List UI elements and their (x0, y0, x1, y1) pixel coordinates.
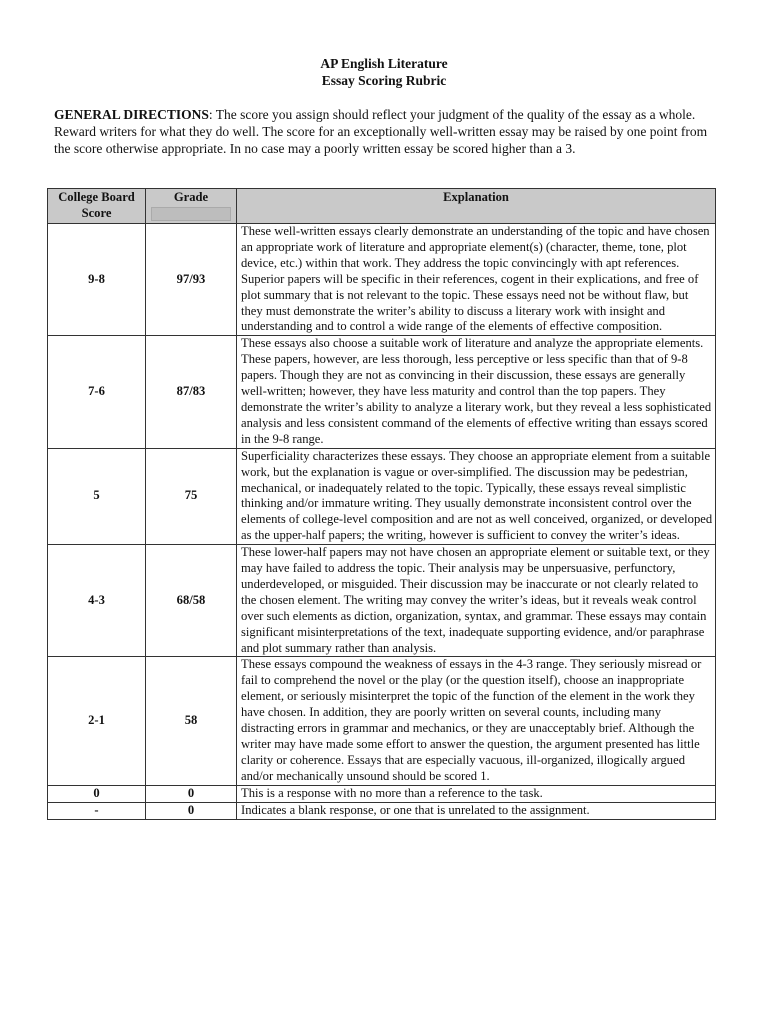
table-row (48, 336, 716, 448)
explanation-cell: Superficiality characterizes these essays. They choose an appropriate element from a suitable work, but the explanation is vague or over-simplified. The discussion may be pedestrian, mechanical, or inadequately related to the topic. Typically, these essays reveal simplistic thinking and/or immature writing. They usually demonstrate inconsistent control over the elements of college-level composition and are not as well conceived, organized, or developed as the upper-half papers; the writing, however is sufficient to convey the writer’s ideas. (237, 448, 716, 544)
table-header-row (48, 189, 716, 224)
score-cell: 7-6 (48, 336, 146, 448)
table-row (48, 802, 716, 819)
table-row (48, 448, 716, 544)
table-row (48, 545, 716, 657)
score-cell: 9-8 (48, 224, 146, 336)
header-college-board-score: College Board Score (48, 189, 146, 224)
general-directions (54, 107, 714, 157)
grade-cell: 0 (146, 802, 237, 819)
score-cell: - (48, 802, 146, 819)
grade-cell: 75 (146, 448, 237, 544)
score-cell: 2-1 (48, 657, 146, 785)
score-cell: 4-3 (48, 545, 146, 657)
page-subtitle: Essay Scoring Rubric (321, 73, 447, 88)
table-row (48, 785, 716, 802)
explanation-cell: This is a response with no more than a reference to the task. (237, 785, 716, 802)
explanation-cell: These essays compound the weakness of essays in the 4-3 range. They seriously misread or fail to comprehend the novel or the play (or the question itself), choose an inappropriate element, or seriously misinterpret the topic of the function of the element in the work they have chosen. In addition, they are poorly written on several counts, including many distracting errors in grammar and mechanics, or they are unacceptably brief. Although the writer may have made some effort to answer the question, the argument presented has little clarity or coherence. Essays that are especially vacuous, ill-organized, illogically argued and/or mechanically unsound should be scored 1. (237, 657, 716, 785)
scoring-rubric-table (47, 188, 716, 820)
grade-cell: 68/58 (146, 545, 237, 657)
explanation-cell: These lower-half papers may not have chosen an appropriate element or suitable text, or they may have failed to address the topic. Their analysis may be unpersuasive, perfunctory, underdeveloped, or misguided. Their discussion may be inaccurate or not clearly related to the chosen element. The writing may convey the writer’s ideas, but it reveals weak control over such elements as diction, organization, syntax, and grammar. These essays may contain significant misinterpretations of the text, inadequate supporting evidence, and/or paraphrase and plot summary rather than analysis. (237, 545, 716, 657)
header-explanation: Explanation (237, 189, 716, 224)
directions-text: : The score you assign should reflect your judgment of the quality of the essay as a whole. Reward writers for what they do well. The score for an exceptionally well-written essay may be raised by one point from the score otherwise appropriate. In no case may a poorly written essay be scored higher than a 3. (54, 107, 708, 156)
table-row (48, 657, 716, 785)
grade-cell: 87/83 (146, 336, 237, 448)
grade-cell: 0 (146, 785, 237, 802)
page-title: AP English Literature (320, 56, 448, 71)
header-shade-bar (151, 207, 231, 221)
directions-label: GENERAL DIRECTIONS (54, 107, 209, 122)
score-cell: 5 (48, 448, 146, 544)
table-row (48, 224, 716, 336)
header-grade: Grade (146, 189, 237, 224)
grade-cell: 58 (146, 657, 237, 785)
explanation-cell: These essays also choose a suitable work of literature and analyze the appropriate elements. These papers, however, are less thorough, less perceptive or less specific than that of 9-8 papers. Though they are not as convincing in their discussion, these essays are generally well-written; however, they have less maturity and control than the top papers. They demonstrate the writer’s ability to analyze a literary work, but they reveal a less sophisticated analysis and less consistent command of the elements of effective writing than essays scored in the 9-8 range. (237, 336, 716, 448)
score-cell: 0 (48, 785, 146, 802)
explanation-cell: These well-written essays clearly demonstrate an understanding of the topic and have chosen an appropriate work of literature and appropriate element(s) (character, theme, tone, plot device, etc.) within that work. They address the topic convincingly with apt references. Superior papers will be specific in their references, cogent in their explications, and free of plot summary that is not relevant to the topic. These essays need not be without flaw, but they must demonstrate the writer’s ability to discuss a literary work with insight and understanding and to control a wide range of the elements of effective composition. (237, 224, 716, 336)
grade-cell: 97/93 (146, 224, 237, 336)
explanation-cell: Indicates a blank response, or one that is unrelated to the assignment. (237, 802, 716, 819)
